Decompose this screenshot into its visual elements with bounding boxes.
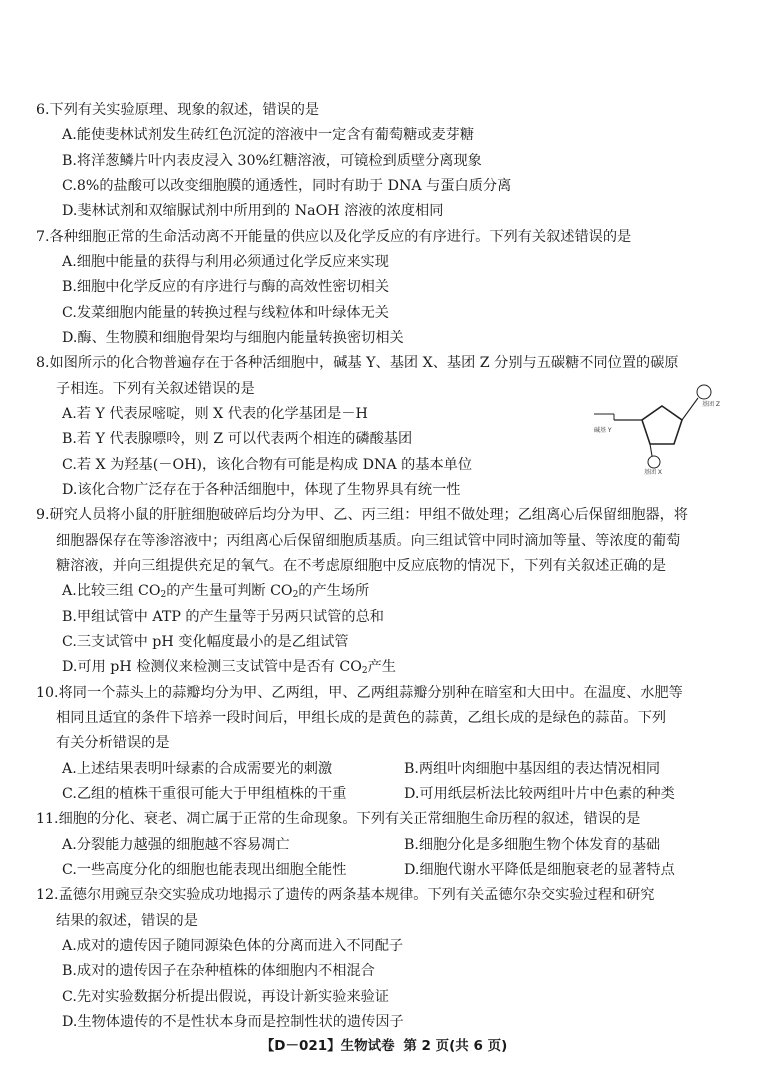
q6-option-d: D.斐林试剂和双缩脲试剂中所用到的 NaOH 溶液的浓度相同	[62, 203, 444, 219]
q9-a-part1: A.比较三组 CO	[62, 583, 161, 599]
question-10-stem-line3: 有关分析错误的是	[56, 735, 170, 751]
subscript-2: 2	[160, 590, 167, 600]
q9-option-c: C.三支试管中 pH 变化幅度最小的是乙组试管	[62, 634, 349, 650]
label-group-x: 基团 X	[644, 469, 663, 476]
question-9-stem-line2: 细胞器保存在等渗溶液中；丙组离心后保留细胞质基质。向三组试管中同时滴加等量、等浓度的葡萄	[56, 533, 681, 549]
q8-option-c: C.若 X 为羟基(－OH)，该化合物有可能是构成 DNA 的基本单位	[62, 457, 473, 473]
q11-option-a: A.分裂能力越强的细胞越不容易凋亡	[62, 837, 290, 853]
q8-option-d: D.该化合物广泛存在于各种活细胞中，体现了生物界具有统一性	[62, 482, 461, 498]
q11-option-b: B.细胞分化是多细胞生物个体发育的基础	[404, 837, 661, 853]
group-x-circle	[648, 456, 660, 468]
q8-option-a: A.若 Y 代表尿嘧啶，则 X 代表的化学基团是－H	[62, 406, 368, 422]
q9-a-part3: 的产生场所	[298, 583, 370, 599]
q12-option-a: A.成对的遗传因子随同源染色体的分离而进入不同配子	[62, 938, 404, 954]
question-7-stem: 7.各种细胞正常的生命活动离不开能量的供应以及化学反应的有序进行。下列有关叙述错误的是	[36, 229, 632, 245]
question-6-stem: 6.下列有关实验原理、现象的叙述，错误的是	[36, 102, 320, 118]
question-9-stem-line1: 9.研究人员将小鼠的肝脏细胞破碎后均分为甲、乙、丙三组：甲组不做处理；乙组离心后保留细胞器，将	[36, 507, 688, 523]
q9-d-part2: 产生	[367, 659, 396, 675]
pentose-ring-shape	[642, 406, 682, 444]
q9-option-b: B.甲组试管中 ATP 的产生量等于另两只试管的总和	[62, 609, 384, 625]
question-8-stem-line1: 8.如图所示的化合物普遍存在于各种活细胞中，碱基 Y、基团 X、基团 Z 分别与五碳糖不同位置的碳原	[36, 355, 679, 371]
bond-to-group-z	[682, 398, 698, 420]
subscript-2: 2	[292, 590, 299, 600]
q9-option-a	[62, 581, 369, 601]
q10-option-a: A.上述结果表明叶绿素的合成需要光的刺激	[62, 761, 333, 777]
q9-a-part2: 的产生量可判断 CO	[166, 583, 293, 599]
subscript-2: 2	[361, 666, 368, 676]
q6-option-b: B.将洋葱鳞片叶内表皮浸入 30%红糖溶液，可镜检到质壁分离现象	[62, 153, 482, 169]
question-12-stem-line2: 结果的叙述，错误的是	[56, 913, 198, 929]
page-number: 第 2 页(共 6 页)	[403, 1038, 508, 1054]
q12-option-b: B.成对的遗传因子在杂种植株的体细胞内不相混合	[62, 963, 375, 979]
q7-option-d: D.酶、生物膜和细胞骨架均与细胞内能量转换密切相关	[62, 330, 404, 346]
question-10-stem-line2: 相同且适宜的条件下培养一段时间后，甲组长成的是黄色的蒜黄，乙组长成的是绿色的蒜苗。下列	[56, 710, 667, 726]
label-base-y: 碱基 Y	[594, 427, 612, 434]
q11-option-d: D.细胞代谢水平降低是细胞衰老的显著特点	[404, 862, 675, 878]
group-z-circle	[697, 385, 711, 399]
pentose-sugar-diagram	[590, 376, 730, 476]
question-8-stem-line2: 子相连。下列有关叙述错误的是	[56, 381, 255, 397]
q10-option-c: C.乙组的植株干重很可能大于甲组植株的干重	[62, 786, 347, 802]
q12-option-d: D.生物体遗传的不是性状本身而是控制性状的遗传因子	[62, 1014, 404, 1030]
q9-d-part1: D.可用 pH 检测仪来检测三支试管中是否有 CO	[62, 659, 362, 675]
q6-option-c: C.8%的盐酸可以改变细胞膜的通透性，同时有助于 DNA 与蛋白质分离	[62, 178, 512, 194]
q10-option-d: D.可用纸层析法比较两组叶片中色素的种类	[404, 786, 675, 802]
q7-option-b: B.细胞中化学反应的有序进行与酶的高效性密切相关	[62, 279, 390, 295]
question-12-stem-line1: 12.孟德尔用豌豆杂交实验成功地揭示了遗传的两条基本规律。下列有关孟德尔杂交实验过程和研究	[36, 887, 655, 903]
q7-option-a: A.细胞中能量的获得与利用必须通过化学反应来实现	[62, 254, 389, 270]
page-footer	[0, 1037, 768, 1055]
q8-option-b: B.若 Y 代表腺嘌呤，则 Z 可以代表两个相连的磷酸基团	[62, 431, 413, 447]
label-group-z: 基团 Z	[702, 401, 721, 408]
q7-option-c: C.发菜细胞内能量的转换过程与线粒体和叶绿体无关	[62, 305, 389, 321]
q10-option-b: B.两组叶肉细胞中基因组的表达情况相同	[404, 761, 661, 777]
bond-to-group-x	[650, 444, 652, 456]
question-10-stem-line1: 10.将同一个蒜头上的蒜瓣均分为甲、乙两组，甲、乙两组蒜瓣分别种在暗室和大田中。在温度、水肥等	[36, 685, 683, 701]
q12-option-c: C.先对实验数据分析提出假说，再设计新实验来验证	[62, 989, 389, 1005]
exam-code: 【D－021】生物试卷	[260, 1038, 395, 1054]
q11-option-c: C.一些高度分化的细胞也能表现出细胞全能性	[62, 862, 347, 878]
question-9-stem-line3: 糖溶液，并向三组提供充足的氧气。在不考虑原细胞中反应底物的情况下，下列有关叙述正确的是	[56, 558, 667, 574]
q9-option-d	[62, 657, 396, 677]
question-11-stem: 11.细胞的分化、衰老、凋亡属于正常的生命现象。下列有关正常细胞生命历程的叙述，错误的是	[36, 811, 641, 827]
q6-option-a: A.能使斐林试剂发生砖红色沉淀的溶液中一定含有葡萄糖或麦芽糖	[62, 127, 475, 143]
